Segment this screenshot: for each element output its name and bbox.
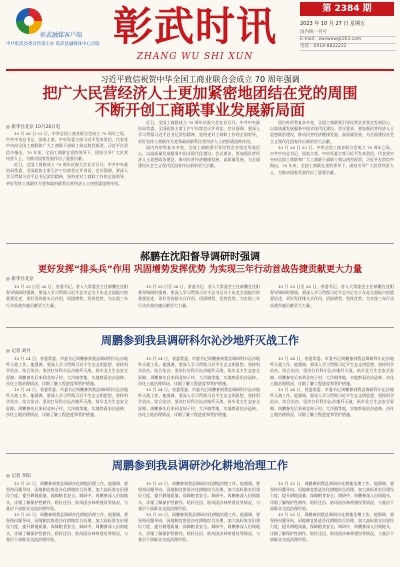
paragraph: 10 月 25 日，周鹏参到我县调研沙化耕地治理工作。他强调，要坚持问题导向，因地制宜推进沙化耕地综合治理，加大高标准农田建设力度，提升耕地质量，保障粮食安全。调研中，周鹏参深入田间地头，详细了解保护性耕作、秸秆还田、防风固沙林带建设等情况，与基层干部群众交流治理经验。 <box>138 512 260 542</box>
info-line: 电话：0418-8822222 <box>300 44 396 51</box>
paragraph: 国内外形势复杂多变，全国工商联要引导民营企业坚定发展信心，以高质量发展服务中国式现代化建设。会议要求，要加强民营经济人士思想政治建设，推动民营经济健康发展、高质量发展，为全面建设社会主义现代化国家作出新的更大贡献。 <box>138 144 260 169</box>
story3-column-middle <box>138 356 260 450</box>
paragraph: 10 月 25 日，周鹏参到我县调研沙化耕地治理工作。他强调，要坚持问题导向，因地制宜推进沙化耕地综合治理，加大高标准农田建设力度，提升耕地质量，保障粮食安全。调研中，周鹏参深入田间地头，详细了解保护性耕作、秸秆还田、防风固沙林带建设等情况，与基层干部群众交流治理经验。 <box>270 481 394 511</box>
issue-number: 第 2384 期 <box>300 2 394 16</box>
section-divider <box>6 327 394 328</box>
section-divider <box>6 243 394 244</box>
paragraph: 国内外形势复杂多变，全国工商联要引导民营企业坚定发展信心，以高质量发展服务中国式现代化建设。会议要求，要加强民营经济人士思想政治建设，推动民营经济健康发展、高质量发展，为全面建设社会主义现代化国家作出新的更大贡献。 <box>270 120 394 144</box>
story4-column-left <box>6 481 128 565</box>
paragraph: 10 月 24 日，省委常委、市委书记周鹏参到我县调研科尔沁沙地歼灭战工作。他强调，要深入学习贯彻习近平生态文明思想，坚持科学治沙、综合治沙，坚决打好科尔沁沙地歼灭战，筑牢北方生态安全屏障。周鹏参先后来到北甸子村、大冷镇等地，实地察看治沙造林、沙化土地治理情况，详细了解工程进度和管护措施。 <box>270 387 394 417</box>
lead-kicker: 习近平致信祝贺中华全国工商业联合会成立 70 周年强调 <box>100 75 300 84</box>
paragraph: 10 月 25 日，周鹏参到我县调研沙化耕地治理工作。他强调，要坚持问题导向，因地制宜推进沙化耕地综合治理，加大高标准农田建设力度，提升耕地质量，保障粮食安全。调研中，周鹏参深入田间地头，详细了解保护性耕作、秸秆还田、防风固沙林带建设等情况，与基层干部群众交流治理经验。 <box>270 512 394 542</box>
info-line: 国内统一刊号 <box>300 30 396 37</box>
story4-byline: ◎ 记者 李阳 <box>6 474 31 479</box>
paragraph: 10 月 24 日，省委常委、市委书记周鹏参到我县调研科尔沁沙地歼灭战工作。他强调，要深入学习贯彻习近平生态文明思想，坚持科学治沙、综合治沙，坚决打好科尔沁沙地歼灭战，筑牢北方生态安全屏障。周鹏参先后来到北甸子村、大冷镇等地，实地察看治沙造林、沙化土地治理情况，详细了解工程进度和管护措施。 <box>6 356 128 386</box>
lead-byline: ◎ 新华社北京 10月26日电 <box>6 125 61 130</box>
paragraph: 近日，全国工商联成立 70 周年庆祝大会在京召开。中共中央政治局常委、全国政协主席王沪宁出席会议并讲话。会议强调，要深入学习贯彻习近平总书记贺信精神，坚持党对工商联工作的全面领导，更好发挥工商联作为党和政府联系民营经济人士的桥梁纽带作用。 <box>6 162 128 186</box>
paragraph: 近日，全国工商联成立 70 周年庆祝大会在京召开。中共中央政治局常委、全国政协主席王沪宁出席会议并讲话。会议强调，要深入学习贯彻习近平总书记贺信精神，坚持党对工商联工作的全面领导，更好发挥工商联作为党和政府联系民营经济人士的桥梁纽带作用。 <box>138 120 260 144</box>
masthead-rule <box>6 69 394 71</box>
story2-kicker: 郝鹏在沈阳督导调研时强调 <box>140 252 260 263</box>
story3-headline: 周鹏参到我县调研科尔沁沙地歼灭战工作 <box>101 334 299 347</box>
newspaper-pinyin: ZHANG WU SHI XUN <box>136 52 254 62</box>
paragraph: 10 月 26 日 22 日，中华全国工商业联合会成立 70 周年之际，中共中央总书记、国家主席、中央军委主席习近平发来贺信，代表党中央向全国工商联和广大工商联干部职工致以热烈祝贺。习近平在贺信中指出，70 年来，全国工商联在党的领导下，团结引导广大民营经济人士，为推动国家发展作出了重要贡献。 <box>270 144 394 175</box>
paragraph: 10 月 25 日，周鹏参到我县调研沙化耕地治理工作。他强调，要坚持问题导向，因地制宜推进沙化耕地综合治理，加大高标准农田建设力度，提升耕地质量，保障粮食安全。调研中，周鹏参深入田间地头，详细了解保护性耕作、秸秆还田、防风固沙林带建设等情况，与基层干部群众交流治理经验。 <box>138 481 260 511</box>
story3-column-left <box>6 356 128 450</box>
lead-column-right <box>270 120 394 239</box>
story3-byline: ◎ 记者 刘丹 <box>6 349 31 354</box>
story2-headline: 更好发挥“排头兵”作用 巩固增势发挥优势 为实现三年行动首战告捷贡献更大力量 <box>37 265 363 275</box>
story2-byline: ◎ 新华社北京 <box>6 277 34 282</box>
logo-icon <box>16 8 42 34</box>
story3-column-right <box>270 356 394 450</box>
info-line: E-mail：zwswxw@163.com <box>300 37 396 44</box>
paragraph: 10 月 25 日至 26 日，省委书记、省人大常委会主任郝鹏在沈阳督导调研时强调，要深入学习贯彻习近平总书记关于东北全面振兴的重要论述，更好发挥排头兵作用，巩固增势、发挥优势，为实现三年行动首战告捷贡献更大力量。 <box>6 284 128 308</box>
newspaper-title: 彰武时讯 <box>113 3 277 50</box>
story2-column-right <box>270 284 394 324</box>
paragraph: 10 月 25 日至 26 日，省委书记、省人大常委会主任郝鹏在沈阳督导调研时强调，要深入学习贯彻习近平总书记关于东北全面振兴的重要论述，更好发挥排头兵作用，巩固增势、发挥优势，为实现三年行动首战告捷贡献更大力量。 <box>138 284 260 308</box>
section-divider <box>6 453 394 454</box>
paragraph: 10 月 25 日，周鹏参到我县调研沙化耕地治理工作。他强调，要坚持问题导向，因地制宜推进沙化耕地综合治理，加大高标准农田建设力度，提升耕地质量，保障粮食安全。调研中，周鹏参深入田间地头，详细了解保护性耕作、秸秆还田、防风固沙林带建设等情况，与基层干部群众交流治理经验。 <box>6 512 128 542</box>
paragraph: 10 月 25 日，周鹏参到我县调研沙化耕地治理工作。他强调，要坚持问题导向，因地制宜推进沙化耕地综合治理，加大高标准农田建设力度，提升耕地质量，保障粮食安全。调研中，周鹏参深入田间地头，详细了解保护性耕作、秸秆还田、防风固沙林带建设等情况，与基层干部群众交流治理经验。 <box>6 481 128 511</box>
lead-headline-line2: 不断开创工商联事业发展新局面 <box>94 101 305 119</box>
paragraph: 10 月 24 日，省委常委、市委书记周鹏参到我县调研科尔沁沙地歼灭战工作。他强调，要深入学习贯彻习近平生态文明思想，坚持科学治沙、综合治沙，坚决打好科尔沁沙地歼灭战，筑牢北方生态安全屏障。周鹏参先后来到北甸子村、大冷镇等地，实地察看治沙造林、沙化土地治理情况，详细了解工程进度和管护措施。 <box>6 387 128 417</box>
paragraph: 10 月 24 日，省委常委、市委书记周鹏参到我县调研科尔沁沙地歼灭战工作。他强调，要深入学习贯彻习近平生态文明思想，坚持科学治沙、综合治沙，坚决打好科尔沁沙地歼灭战，筑牢北方生态安全屏障。周鹏参先后来到北甸子村、大冷镇等地，实地察看治沙造林、沙化土地治理情况，详细了解工程进度和管护措施。 <box>138 356 260 386</box>
lead-column-left <box>6 131 128 239</box>
story4-column-middle <box>138 481 260 565</box>
masthead-info <box>300 30 396 51</box>
lead-column-middle <box>138 120 260 239</box>
paragraph: 10 月 24 日，省委常委、市委书记周鹏参到我县调研科尔沁沙地歼灭战工作。他强调，要深入学习贯彻习近平生态文明思想，坚持科学治沙、综合治沙，坚决打好科尔沁沙地歼灭战，筑牢北方生态安全屏障。周鹏参先后来到北甸子村、大冷镇等地，实地察看治沙造林、沙化土地治理情况，详细了解工程进度和管护措施。 <box>138 387 260 417</box>
story2-column-left <box>6 284 128 324</box>
story4-column-right <box>270 481 394 565</box>
publisher-note: 中共彰武县委宣传部主办 彰武县融媒体中心出版 <box>6 42 100 47</box>
issue-date: 2023 年 10 月 27 日 星期五 <box>300 21 365 27</box>
paragraph: 10 月 26 日 22 日，中华全国工商业联合会成立 70 周年之际，中共中央总书记、国家主席、中央军委主席习近平发来贺信，代表党中央向全国工商联和广大工商联干部职工致以热烈祝贺。习近平在贺信中指出，70 年来，全国工商联在党的领导下，团结引导广大民营经济人士，为推动国家发展作出了重要贡献。 <box>6 131 128 161</box>
paragraph: 10 月 25 日至 26 日，省委书记、省人大常委会主任郝鹏在沈阳督导调研时强调，要深入学习贯彻习近平总书记关于东北全面振兴的重要论述，更好发挥排头兵作用，巩固增势、发挥优势，为实现三年行动首战告捷贡献更大力量。 <box>270 284 394 308</box>
story4-headline: 周鹏参到我县调研沙化耕地治理工作 <box>112 459 288 472</box>
story2-column-middle <box>138 284 260 324</box>
paragraph: 10 月 24 日，省委常委、市委书记周鹏参到我县调研科尔沁沙地歼灭战工作。他强调，要深入学习贯彻习近平生态文明思想，坚持科学治沙、综合治沙，坚决打好科尔沁沙地歼灭战，筑牢北方生态安全屏障。周鹏参先后来到北甸子村、大冷镇等地，实地察看治沙造林、沙化土地治理情况，详细了解工程进度和管护措施。 <box>270 356 394 386</box>
app-badge-text: 彰武融媒客户端 <box>40 32 83 39</box>
lead-headline-line1: 把广大民营经济人士更加紧密地团结在党的周围 <box>42 84 358 102</box>
